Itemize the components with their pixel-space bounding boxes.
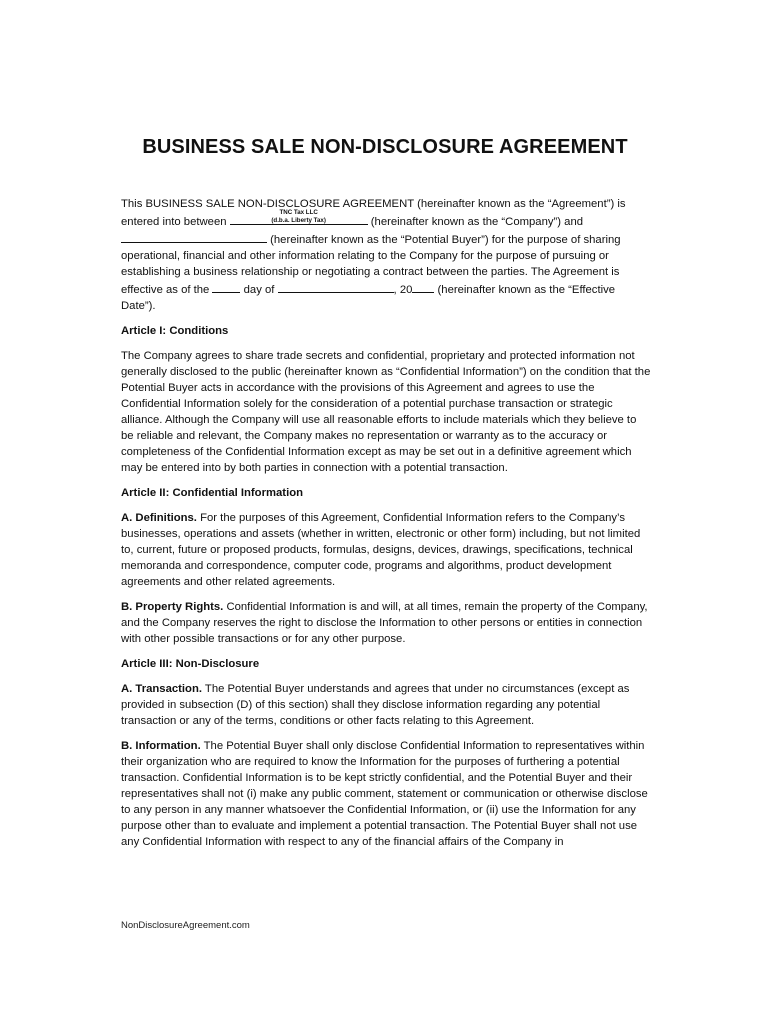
- article-3-heading: Article III: Non-Disclosure: [121, 658, 260, 670]
- intro-text-3: (hereinafter known as the “Potential Buyer”) for the purpose of sharing operational, financial and other information relating to the Company for the purpose of pursuing or establishing a business relationship or negotiating a contract between the parties. The Agreement is effective as of the: [121, 234, 621, 296]
- effective-day-field[interactable]: [212, 280, 240, 293]
- article-2-a-label: A. Definitions.: [121, 512, 197, 524]
- article-3-a-text: The Potential Buyer understands and agrees that under no circumstances (except as provided in subsection (D) of this section) shall they disclose information regarding any potential transaction or any of the terms, conditions or other facts relating to this Agreement.: [121, 683, 630, 727]
- article-2-section-b: [121, 599, 651, 647]
- intro-text-2: (hereinafter known as the “Company”) and: [367, 216, 584, 228]
- article-1-heading: Article I: Conditions: [121, 325, 229, 337]
- article-2-heading: Article II: Confidential Information: [121, 487, 304, 499]
- article-3-b-label: B. Information.: [121, 740, 201, 752]
- article-3-b-text: The Potential Buyer shall only disclose Confidential Information to representatives within their organization who are required to know the Information for the purposes of furthering a potential transaction. Confidential Information is to be kept strictly confidential, and the Potential Buyer and their representatives shall not (i) make any public comment, statement or communication or otherwise disclose to any person in any manner whatsoever the Confidential Information, or (ii) use the Information for any purpose other than to evaluate and implement a potential transaction. The Potential Buyer shall not use any Confidential Information with respect to any of the financial affairs of the Company in: [121, 740, 648, 848]
- company-name-line1: TNC Tax LLC: [279, 209, 318, 216]
- article-2-b-label: B. Property Rights.: [121, 601, 224, 613]
- company-name-line2: (d.b.a. Liberty Tax): [271, 217, 326, 224]
- document-body: [121, 196, 651, 859]
- effective-month-field[interactable]: [278, 280, 394, 293]
- article-3-a-label: A. Transaction.: [121, 683, 202, 695]
- page-footer[interactable]: NonDisclosureAgreement.com: [121, 920, 250, 931]
- intro-paragraph: [121, 196, 651, 314]
- document-title: BUSINESS SALE NON-DISCLOSURE AGREEMENT: [142, 136, 628, 158]
- intro-text-5: , 20: [393, 284, 413, 296]
- intro-text-4: day of: [240, 284, 278, 296]
- effective-year-field[interactable]: [412, 280, 434, 293]
- intro-text-1: This BUSINESS SALE NON-DISCLOSURE AGREEMENT (hereinafter known as the “Agreement”) is entered into between: [121, 198, 626, 228]
- article-2-a-text: For the purposes of this Agreement, Confidential Information refers to the Company’s businesses, operations and assets (whether in written, electronic or other form) including, but not limited to, current, future or proposed products, formulas, designs, devices, drawings, specifications, technical memoranda and correspondence, computer code, programs and algorithms, product development agreements and other related agreements.: [121, 512, 641, 588]
- company-name-field[interactable]: [230, 209, 368, 225]
- article-3-section-b: [121, 738, 651, 850]
- potential-buyer-field[interactable]: [121, 230, 267, 243]
- article-2-b-text: Confidential Information is and will, at all times, remain the property of the Company, and the Company reserves the right to disclose the Information to other persons or entities in connection with other possible transactions or for any other purpose.: [121, 601, 648, 645]
- article-2-section-a: [121, 510, 651, 590]
- article-3-section-a: [121, 681, 651, 729]
- article-1-text: The Company agrees to share trade secrets and confidential, proprietary and protected information not generally disclosed to the public (hereinafter known as “Confidential Information”) on the condition that the Potential Buyer acts in accordance with the provisions of this Agreement and agrees to use the Confidential Information solely for the consideration of a potential purchase transaction or strategic alliance. Although the Company will use all reasonable efforts to include materials which they believe to be reliable and relevant, the Company makes no representation or warranty as to the accuracy or completeness of the Confidential Information except as may be set out in a definitive agreement which may be entered into by both parties in connection with a potential transaction.: [121, 350, 651, 474]
- intro-text-6: (hereinafter known as the “Effective Date”).: [121, 284, 616, 312]
